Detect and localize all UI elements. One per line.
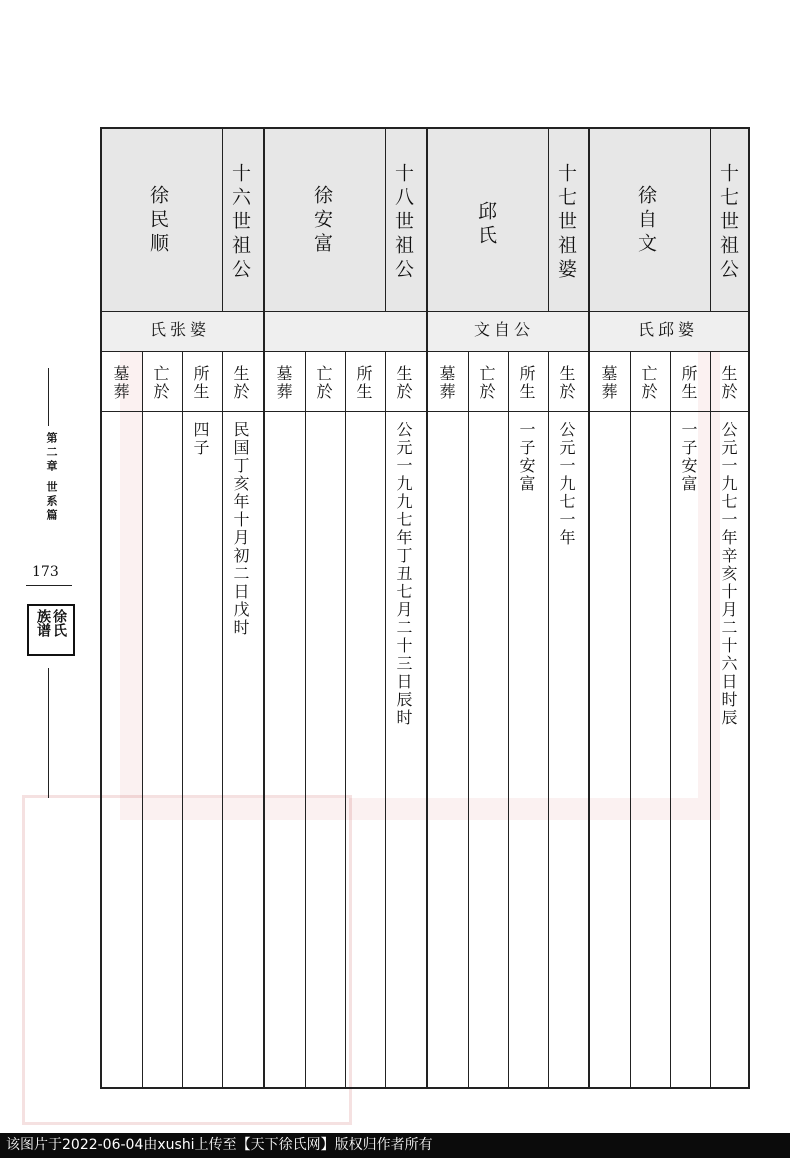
page-number-rule	[26, 585, 72, 586]
spouse-label: 文自公	[474, 320, 535, 339]
field-label-birth: 生於	[719, 365, 738, 401]
field-value-birth: 民国丁亥年十月初二日戊时	[231, 421, 250, 637]
spouse-label: 氏邱婆	[638, 320, 699, 339]
person-name: 徐民顺	[147, 185, 169, 257]
field-label-birth: 生於	[557, 365, 576, 401]
margin-rule-top	[48, 368, 49, 426]
field-label-death: 亡於	[151, 365, 170, 401]
genealogy-table	[100, 127, 750, 1089]
gen-divider-1	[710, 129, 711, 311]
field-value-children: 一子安富	[517, 421, 536, 493]
block-divider-2	[426, 129, 428, 1087]
field-label-death: 亡於	[477, 365, 496, 401]
logo-line-2: 族谱	[35, 609, 51, 637]
spouse-rule	[102, 351, 748, 352]
gen-divider-4	[222, 129, 223, 311]
margin-rule-bottom	[48, 668, 49, 798]
spouse-label: 氏张婆	[150, 320, 211, 339]
person-name: 邱氏	[475, 201, 497, 249]
field-label-children: 所生	[354, 365, 373, 401]
field-label-children: 所生	[517, 365, 536, 401]
field-label-children: 所生	[191, 365, 210, 401]
genealogy-logo	[27, 604, 75, 656]
gen-divider-2	[548, 129, 549, 311]
header-rule	[102, 311, 748, 312]
field-label-burial: 墓葬	[274, 365, 293, 401]
generation-label: 十七世祖公	[717, 163, 739, 283]
field-label-burial: 墓葬	[111, 365, 130, 401]
person-name: 徐安富	[311, 185, 333, 257]
field-value-children: 一子安富	[679, 421, 698, 493]
field-label-burial: 墓葬	[599, 365, 618, 401]
generation-label: 十六世祖公	[229, 163, 251, 283]
field-label-birth: 生於	[394, 365, 413, 401]
block-divider-3	[263, 129, 265, 1087]
gen-divider-3	[385, 129, 386, 311]
generation-label: 十七世祖婆	[555, 163, 577, 283]
field-value-birth: 公元一九七一年	[557, 421, 576, 547]
field-label-birth: 生於	[231, 365, 250, 401]
chapter-title: 第二章 世系篇	[45, 432, 58, 523]
label-rule	[102, 411, 748, 412]
logo-line-1: 徐氏	[51, 609, 67, 637]
block-divider-1	[588, 129, 590, 1087]
page-number: 173	[32, 564, 59, 580]
field-label-burial: 墓葬	[437, 365, 456, 401]
generation-label: 十八世祖公	[392, 163, 414, 283]
field-label-death: 亡於	[639, 365, 658, 401]
person-name: 徐自文	[635, 185, 657, 257]
field-value-children: 四子	[191, 421, 210, 457]
field-value-birth: 公元一九七一年辛亥十月二十六日时辰	[719, 421, 738, 727]
field-label-children: 所生	[679, 365, 698, 401]
field-label-death: 亡於	[314, 365, 333, 401]
upload-footer: 该图片于2022-06-04由xushi上传至【天下徐氏网】版权归作者所有	[0, 1133, 790, 1158]
field-value-birth: 公元一九九七年丁丑七月二十三日辰时	[394, 421, 413, 727]
